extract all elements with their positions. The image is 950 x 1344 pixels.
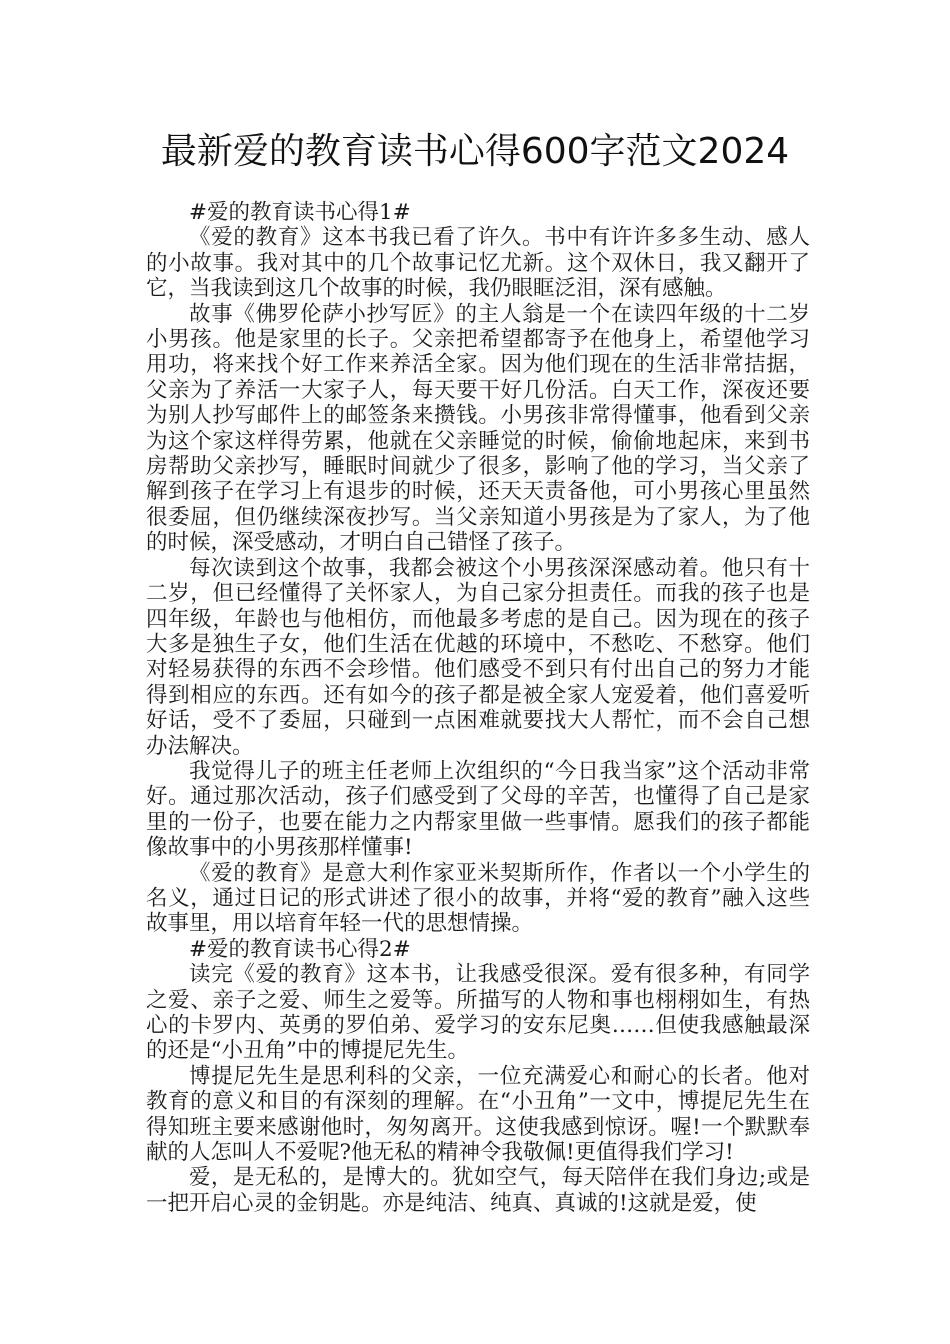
paragraph: 我觉得儿子的班主任老师上次组织的“今日我当家”这个活动非常好。通过那次活动，孩子们感受到了父母的辛苦，也懂得了自己是家里的一份子，也要在能力之内帮家里做一些事情。愿我们的孩子都能像故事中的小男孩那样懂事! [146, 758, 810, 861]
document-title: 最新爱的教育读书心得600字范文2024 [160, 131, 790, 172]
paragraph: 读完《爱的教育》这本书，让我感受很深。爱有很多种，有同学之爱、亲子之爱、师生之爱等。所描写的人物和事也栩栩如生，有热心的卡罗内、英勇的罗伯弟、爱学习的安东尼奥……但使我感触最深的还是“小丑角”中的博提尼先生。 [146, 962, 810, 1064]
section-heading-2: #爱的教育读书心得2# [189, 936, 411, 962]
paragraph: 博提尼先生是思利科的父亲，一位充满爱心和耐心的长者。他对教育的意义和目的有深刻的理解。在“小丑角”一文中，博提尼先生在得知班主要来感谢他时，匆匆离开。这使我感到惊讶。喔!一个默默奉献的人怎叫人不爱呢?他无私的精神令我敬佩!更值得我们学习! [146, 1063, 810, 1166]
paragraph: 故事《佛罗伦萨小抄写匠》的主人翁是一个在读四年级的十二岁小男孩。他是家里的长子。父亲把希望都寄予在他身上，希望他学习用功，将来找个好工作来养活全家。因为他们现在的生活非常拮据，父亲为了养活一大家子人，每天要干好几份活。白天工作，深夜还要为别人抄写邮件上的邮签条来攒钱。小男孩非常得懂事，他看到父亲为这个家这样得劳累，他就在父亲睡觉的时候，偷偷地起床，来到书房帮助父亲抄写，睡眠时间就少了很多，影响了他的学习，当父亲了解到孩子在学习上有退步的时候，还天天责备他，可小男孩心里虽然很委屈，但仍继续深夜抄写。当父亲知道小男孩是为了家人，为了他的时候，深受感动，才明白自己错怪了孩子。 [146, 301, 810, 556]
document-body [146, 200, 810, 1216]
section-heading-1: #爱的教育读书心得1# [189, 200, 411, 225]
paragraph: 《爱的教育》这本书我已看了许久。书中有许许多多生动、感人的小故事。我对其中的几个故事记忆尤新。这个双休日，我又翻开了它，当我读到这几个故事的时候，我仍眼眶泛泪，深有感触。 [146, 225, 810, 302]
paragraph: 每次读到这个故事，我都会被这个小男孩深深感动着。他只有十二岁，但已经懂得了关怀家人，为自己家分担责任。而我的孩子也是四年级，年龄也与他相仿，而他最多考虑的是自己。因为现在的孩子大多是独生子女，他们生活在优越的环境中，不愁吃、不愁穿。他们对轻易获得的东西不会珍惜。他们感受不到只有付出自己的努力才能得到相应的东西。还有如今的孩子都是被全家人宠爱着，他们喜爱听好话，受不了委屈，只碰到一点困难就要找大人帮忙，而不会自己想办法解决。 [146, 555, 810, 759]
paragraph: 爱，是无私的，是博大的。犹如空气，每天陪伴在我们身边;或是一把开启心灵的金钥匙。亦是纯洁、纯真、真诚的!这就是爱，使 [146, 1165, 810, 1216]
paragraph: 《爱的教育》是意大利作家亚米契斯所作，作者以一个小学生的名义，通过日记的形式讲述了很小的故事，并将“爱的教育”融入这些故事里，用以培育年轻一代的思想情操。 [146, 860, 810, 937]
